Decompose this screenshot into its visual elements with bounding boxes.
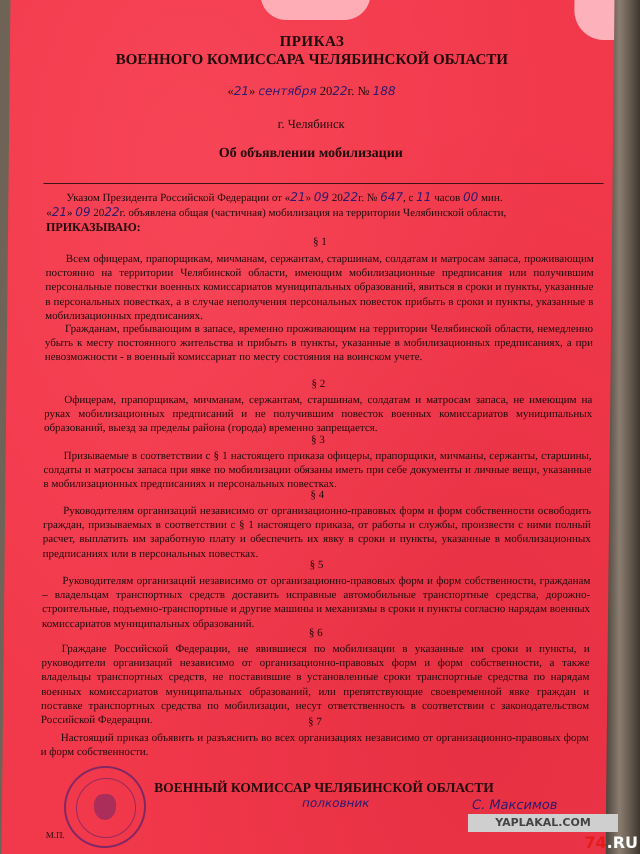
intro-text-a: Указом Президента Российской Федерации от « bbox=[66, 192, 291, 204]
document-issuer: ВОЕННОГО КОМИССАРА ЧЕЛЯБИНСКОЙ ОБЛАСТИ bbox=[115, 52, 509, 68]
mobilization-month: 09 bbox=[75, 205, 91, 220]
intro-text-g: мин. bbox=[480, 192, 503, 204]
order-date-line: «21» сентября 2022г. № 188 bbox=[227, 84, 396, 98]
section-7-paragraph: Настоящий приказ объявить и разъяснить во всех организациях независимо от организационно-правовых форм и форм собственности. bbox=[40, 732, 589, 759]
torn-paper-scrap bbox=[260, 0, 370, 20]
section-4-paragraph: Руководителям организаций независимо от организационно-правовых форм и форм собственности освободить граждан, призываемых в соответствии с § 1 настоящего приказа, от работы и службы, произвести с ними полный расчет, выплатить им заработную плату и обеспечить их явку в сроки и пункты, указанные в мобилизационных предписаниях или в персональных повестках. bbox=[42, 505, 592, 560]
date-month: сентября bbox=[258, 84, 317, 98]
number-label: № bbox=[357, 84, 370, 98]
order-document bbox=[2, 0, 615, 854]
section-7-heading: § 7 bbox=[307, 716, 322, 728]
mobilization-year: 22 bbox=[104, 205, 120, 220]
decree-month: 09 bbox=[313, 190, 330, 204]
intro-text-b: » bbox=[305, 192, 312, 204]
official-seal bbox=[64, 766, 147, 848]
orders-heading: ПРИКАЗЫВАЮ: bbox=[46, 220, 141, 235]
intro-text-e: , с bbox=[402, 192, 414, 204]
date-year-unit: г. bbox=[347, 84, 355, 98]
seal-mark: М.П. bbox=[45, 830, 65, 840]
section-1-paragraph-2: Гражданам, пребывающим в запасе, временно проживающим на территории Челябинской области, немедленно убыть к месту постоянного жительства и прибыть в пункты, указанные в мобилизационных предписаниях, а при невозможности - в военный комиссариат по месту состояния на воинском учете. bbox=[44, 323, 594, 364]
section-6-paragraph: Граждане Российской Федерации, не явившиеся по мобилизации в указанные им сроки и пункты, и руководители организаций независимо от организационно-правовых форм и форм собственности, а также владельцы транспортных средств, не поставившие в установленные сроки транспортные средства по нарядам военных комиссариатов муниципальных образований, или препятствующие своевременной явке граждан и поставке транспортных средства по мобилизации, несут ответственность в соответствии с законодательством Российской Федерации. bbox=[40, 643, 590, 727]
signer-rank: полковник bbox=[301, 796, 370, 810]
decree-hour: 11 bbox=[416, 190, 432, 204]
section-3-heading: § 3 bbox=[310, 434, 325, 446]
watermark-74-num: 74 bbox=[584, 833, 607, 852]
intro-text-h: « bbox=[46, 207, 52, 220]
intro-paragraph bbox=[46, 190, 594, 235]
section-4-heading: § 4 bbox=[310, 489, 325, 501]
date-year-prefix: 20 bbox=[319, 84, 333, 98]
section-3-paragraph: Призываемые в соответствии с § 1 настоящего приказа офицеры, прапорщики, мичманы, сержанты, старшины, солдаты и матросы запаса при явке по мобилизации обязаны иметь при себе документы и личные вещи, указанные в мобилизационных предписаниях и персональных повестках. bbox=[43, 450, 592, 491]
decree-day: 21 bbox=[290, 190, 306, 204]
intro-text-j: 20 bbox=[93, 207, 105, 220]
date-year: 22 bbox=[332, 84, 348, 98]
order-subject: Об объявлении мобилизации bbox=[218, 146, 403, 161]
watermark-74ru bbox=[520, 832, 638, 854]
section-5-paragraph: Руководителям организаций независимо от организационно-правовых форм и форм собственности, гражданам – владельцам транспортных средств доставить исправные автомобильные транспортные средства, дорожно-строительные, подъемно-транспортные и другие машины и механизмы в сроки и пункты согласно нарядам военных комиссариатов муниципальных образований. bbox=[41, 575, 591, 630]
mobilization-day: 21 bbox=[51, 205, 68, 220]
decree-year: 22 bbox=[342, 190, 359, 204]
decree-minute: 00 bbox=[462, 190, 479, 204]
watermark-yaplakal: YAPLAKAL.COM bbox=[468, 814, 618, 832]
document-title: ПРИКАЗ bbox=[279, 34, 345, 50]
signer-title: ВОЕННЫЙ КОМИССАР ЧЕЛЯБИНСКОЙ ОБЛАСТИ bbox=[154, 780, 494, 795]
section-1-paragraph-1: Всем офицерам, прапорщикам, мичманам, сержантам, старшинам, солдатам и матросам запаса, проживающим постоянно на территории Челябинской области, имеющим мобилизационные предписания или получившим персональные повестки военных комиссариатов муниципальных образований, явиться в сроки и пункты, указанные в персональных повестках, а в случае неполучения персональных повесток прибыть в сроки и пункты, указанные в мобилизационных предписаниях. bbox=[45, 253, 594, 322]
intro-text-f: часов bbox=[434, 192, 461, 204]
date-day: 21 bbox=[233, 84, 250, 98]
intro-text-i: » bbox=[66, 207, 73, 220]
order-number: 188 bbox=[372, 84, 396, 98]
watermark-74-tld: RU bbox=[612, 833, 638, 852]
section-5-heading: § 5 bbox=[309, 559, 324, 571]
intro-text-k: г. объявлена общая (частичная) мобилизация на территории Челябинской области, bbox=[119, 207, 507, 220]
coat-of-arms-icon bbox=[94, 794, 116, 820]
section-2-heading: § 2 bbox=[311, 378, 326, 390]
decree-number: 647 bbox=[380, 190, 404, 204]
intro-text-d: г. № bbox=[358, 192, 378, 204]
watermark-74-dot: . bbox=[606, 833, 613, 852]
city: г. Челябинск bbox=[277, 117, 345, 131]
intro-text-c: 20 bbox=[331, 192, 343, 204]
section-6-heading: § 6 bbox=[308, 627, 323, 639]
section-2-paragraph: Офицерам, прапорщикам, мичманам, сержантам, старшинам, солдатам и матросам запаса, не имеющим на руках мобилизационных предписаний и не получившим повесток военных комиссариатов муниципальных образований, выезд за пределы района (города) временно запрещается. bbox=[43, 394, 593, 435]
section-1-heading: § 1 bbox=[312, 236, 327, 248]
divider-line bbox=[44, 183, 604, 184]
signature: С. Максимов bbox=[471, 798, 558, 813]
